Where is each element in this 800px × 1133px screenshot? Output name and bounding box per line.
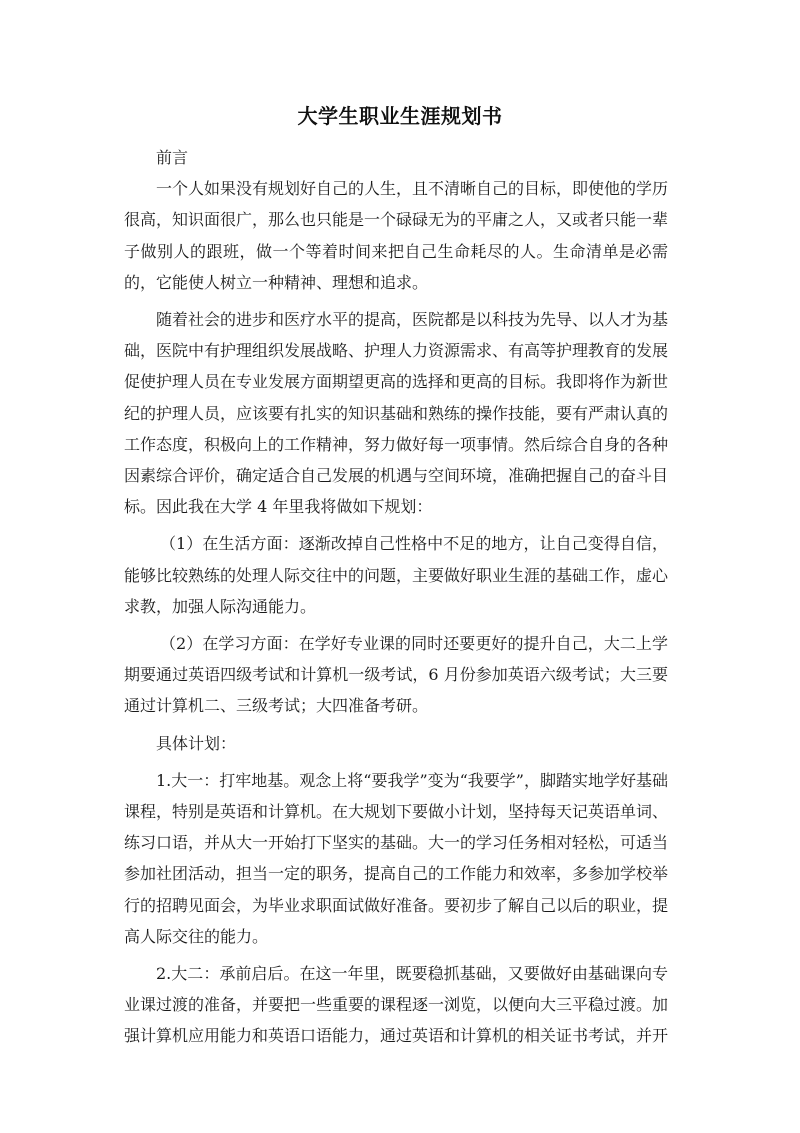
paragraph-background: 随着社会的进步和医疗水平的提高，医院都是以科技为先导、以人才为基础，医院中有护理组织发展战略、护理人力资源需求、有高等护理教育的发展促使护理人员在专业发展方面期望更高的选择和更高的目标。我即将作为新世纪的护理人员，应该要有扎实的知识基础和熟练的操作技能，要有严肃认真的工作态度，积极向上的工作精神，努力做好每一项事情。然后综合自身的各种因素综合评价，确定适合自己发展的机遇与空间环境，准确把握自己的奋斗目标。因此我在大学 4 年里我将做如下规划：	[124, 310, 669, 517]
plan-heading: 具体计划：	[156, 733, 237, 753]
paragraph-life-plan: （1）在生活方面：逐渐改掉自己性格中不足的地方，让自己变得自信，能够比较熟练的处理人际交往中的问题，主要做好职业生涯的基础工作，虚心求教，加强人际沟通能力。	[124, 534, 669, 616]
document-title: 大学生职业生涯规划书	[297, 104, 503, 128]
paragraph-intro: 一个人如果没有规划好自己的人生，且不清晰自己的目标，即使他的学历很高，知识面很广，那么也只能是一个碌碌无为的平庸之人，又或者只能一辈子做别人的跟班，做一个等着时间来把自己生命耗尽的人。生命清单是必需的，它能使人树立一种精神、理想和追求。	[124, 179, 669, 292]
document-body	[124, 142, 668, 1052]
preface-heading: 前言	[156, 148, 189, 167]
plan-item-year-one: 1.大一：打牢地基。观念上将“要我学”变为“我要学”，脚踏实地学好基础课程，特别是英语和计算机。在大规划下要做小计划，坚持每天记英语单词、练习口语，并从大一开始打下坚实的基础。大一的学习任务相对轻松，可适当参加社团活动，担当一定的职务，提高自己的工作能力和效率，多参加学校举行的招聘见面会，为毕业求职面试做好准备。要初步了解自己以后的职业，提高人际交往的能力。	[124, 770, 669, 946]
paragraph-study-plan: （2）在学习方面：在学好专业课的同时还要更好的提升自己，大二上学期要通过英语四级考试和计算机一级考试，6 月份参加英语六级考试；大三要通过计算机二、三级考试；大四准备考研。	[124, 634, 668, 716]
plan-item-year-two: 2.大二：承前启后。在这一年里，既要稳抓基础，又要做好由基础课向专业课过渡的准备，并要把一些重要的课程逐一浏览，以便向大三平稳过渡。加强计算机应用能力和英语口语能力，通过英语和计算机的相关证书考试，并开	[124, 964, 669, 1046]
